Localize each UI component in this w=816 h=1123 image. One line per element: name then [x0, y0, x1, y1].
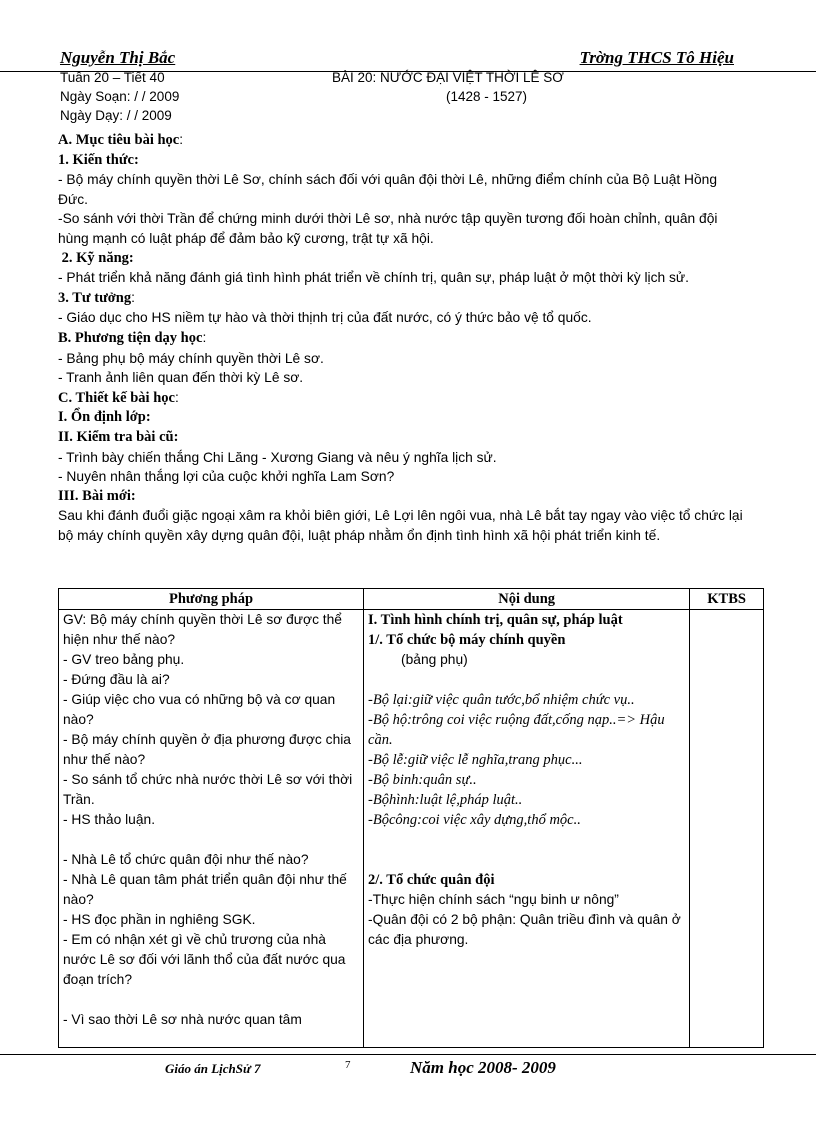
- method-line: [63, 990, 359, 1010]
- section-c-colon: :: [174, 389, 179, 405]
- method-line: - Em có nhận xét gì về chủ trương của nhà nước Lê sơ đối với lãnh thổ của đất nước qua đoạn trích?: [63, 932, 346, 987]
- lesson-meta: [60, 68, 750, 125]
- ministry-line: -Bộ hộ:trông coi việc ruộng đất,cống nạp..=> Hậu cần.: [368, 712, 665, 748]
- method-line: - Bộ máy chính quyền ở địa phương được chia như thế nào?: [63, 732, 351, 767]
- attitude-title: 3. Tư tưởng: [58, 289, 132, 306]
- method-line: - HS thảo luận.: [63, 812, 156, 827]
- knowledge-title: 1. Kiến thức:: [58, 151, 139, 168]
- footer-page-number: 7: [345, 1059, 351, 1071]
- content-section-1-title: I. Tình hình chính trị, quân sự, pháp luật: [368, 612, 623, 628]
- materials-p1: - Bảng phụ bộ máy chính quyền thời Lê sơ.: [58, 350, 324, 366]
- new-lesson-title: III. Bài mới:: [58, 487, 136, 504]
- method-line: GV: Bộ máy chính quyền thời Lê sơ được thể hiện như thế nào?: [63, 612, 342, 647]
- knowledge-p1: - Bộ máy chính quyền thời Lê Sơ, chính sách đối với quân đội thời Lê, những điểm chính của Bộ Luật Hồng Đức.: [58, 172, 718, 207]
- content-spacer: [368, 670, 685, 690]
- stabilize-title: I. Ổn định lớp:: [58, 409, 151, 426]
- page-header: [60, 48, 742, 70]
- ktbs-cell: [690, 610, 764, 1048]
- review-title: II. Kiểm tra bài cũ:: [58, 428, 179, 445]
- content-subsection-1: 1/. Tổ chức bộ máy chính quyền: [368, 632, 566, 648]
- method-line: - GV treo bảng phụ.: [63, 652, 185, 667]
- review-p2: - Nuyên nhân thắng lợi của cuộc khởi nghĩa Lam Sơn?: [58, 469, 395, 485]
- section-b-colon: :: [202, 329, 207, 345]
- attitude-p1: - Giáo dục cho HS niềm tự hào và thời thịnh trị của đất nước, có ý thức bảo vệ tổ quốc.: [58, 310, 592, 326]
- ministry-line: -Bộ binh:quân sự..: [368, 772, 477, 788]
- lesson-table: [58, 588, 764, 1048]
- ministry-line: -Bộ lễ:giữ việc lễ nghĩa,trang phục...: [368, 752, 583, 768]
- author-name: Nguyễn Thị Bắc: [60, 48, 176, 67]
- section-b-title: B. Phương tiện dạy học: [58, 329, 203, 346]
- materials-p2: - Tranh ảnh liên quan đến thời kỳ Lê sơ.: [58, 370, 304, 386]
- method-line: - So sánh tổ chức nhà nước thời Lê sơ với thời Trần.: [63, 772, 353, 807]
- header-method: Phương pháp: [59, 589, 364, 610]
- method-cell: [59, 610, 364, 1048]
- new-lesson-intro: Sau khi đánh đuổi giặc ngoại xâm ra khỏi biên giới, Lê Lợi lên ngôi vua, nhà Lê bắt tay ngay vào việc tổ chức lại bộ máy chính quyền xây dựng quân đội, luật pháp nhằm ổn định tình hình xã hội phát triển kinh tế.: [58, 508, 743, 543]
- content-board-note: (bảng phụ): [401, 652, 468, 667]
- table-body-row: [59, 610, 764, 1048]
- method-line: - Giúp việc cho vua có những bộ và cơ quan nào?: [63, 692, 336, 727]
- week-label: Tuần 20 – Tiết 40: [60, 70, 165, 85]
- ministry-line: -Bộcông:coi việc xây dựng,thổ mộc..: [368, 812, 581, 828]
- skills-p1: - Phát triển khả năng đánh giá tình hình phát triển về chính trị, quân sự, pháp luật ở một thời kỳ lịch sử.: [58, 270, 689, 286]
- method-line: - Nhà Lê tổ chức quân đội như thế nào?: [63, 852, 309, 867]
- header-ktbs: KTBS: [690, 589, 764, 610]
- content-spacer: [368, 830, 685, 870]
- prep-date: Ngày Soạn: / / 2009: [60, 89, 180, 104]
- teach-date: Ngày Dạy: / / 2009: [60, 108, 172, 123]
- knowledge-p2: -So sánh với thời Trần để chứng minh dưới thời Lê sơ, nhà nước tập quyền tương đối hoàn chỉnh, quân đội hùng mạnh có luật pháp để đảm bảo kỹ cương, trật tự xã hội.: [58, 211, 718, 246]
- content-cell: [364, 610, 690, 1048]
- header-content: Nội dung: [364, 589, 690, 610]
- content-subsection-2: 2/. Tổ chức quân đội: [368, 872, 495, 888]
- attitude-colon: :: [131, 289, 135, 305]
- school-name: Trờng THCS Tô Hiệu: [579, 48, 734, 67]
- review-p1: - Trình bày chiến thắng Chi Lăng - Xương Giang và nêu ý nghĩa lịch sử.: [58, 449, 497, 465]
- table-header-row: [59, 589, 764, 610]
- method-line: - Đứng đầu là ai?: [63, 672, 170, 687]
- skills-title: 2. Kỹ năng:: [58, 249, 134, 266]
- ministry-line: -Bộhình:luật lệ,pháp luật..: [368, 792, 523, 808]
- method-line: - HS đọc phần in nghiêng SGK.: [63, 912, 256, 927]
- method-line: [63, 830, 359, 850]
- army-structure: -Quân đội có 2 bộ phận: Quân triều đình và quân ở các địa phương.: [368, 912, 681, 947]
- method-line: - Nhà Lê quan tâm phát triển quân đội như thế nào?: [63, 872, 347, 907]
- footer-rule: [0, 1054, 816, 1055]
- lesson-objectives: [58, 130, 748, 545]
- method-line: - Vì sao thời Lê sơ nhà nước quan tâm: [63, 1012, 302, 1027]
- section-a-colon: :: [179, 132, 184, 147]
- footer-course: Giáo án LịchSử 7: [165, 1061, 261, 1076]
- footer-school-year: Năm học 2008- 2009: [410, 1058, 556, 1077]
- section-a-title: A. Mục tiêu bài học: [58, 132, 180, 148]
- army-policy: -Thực hiện chính sách “ngụ binh ư nông”: [368, 892, 619, 907]
- ministry-line: -Bộ lại:giữ việc quân tước,bổ nhiệm chức vụ..: [368, 692, 635, 708]
- lesson-years: (1428 - 1527): [446, 89, 528, 104]
- lesson-title: BÀI 20: NƯỚC ĐẠI VIỆT THỜI LÊ SƠ: [332, 70, 564, 85]
- section-c-title: C. Thiết kế bài học: [58, 389, 175, 406]
